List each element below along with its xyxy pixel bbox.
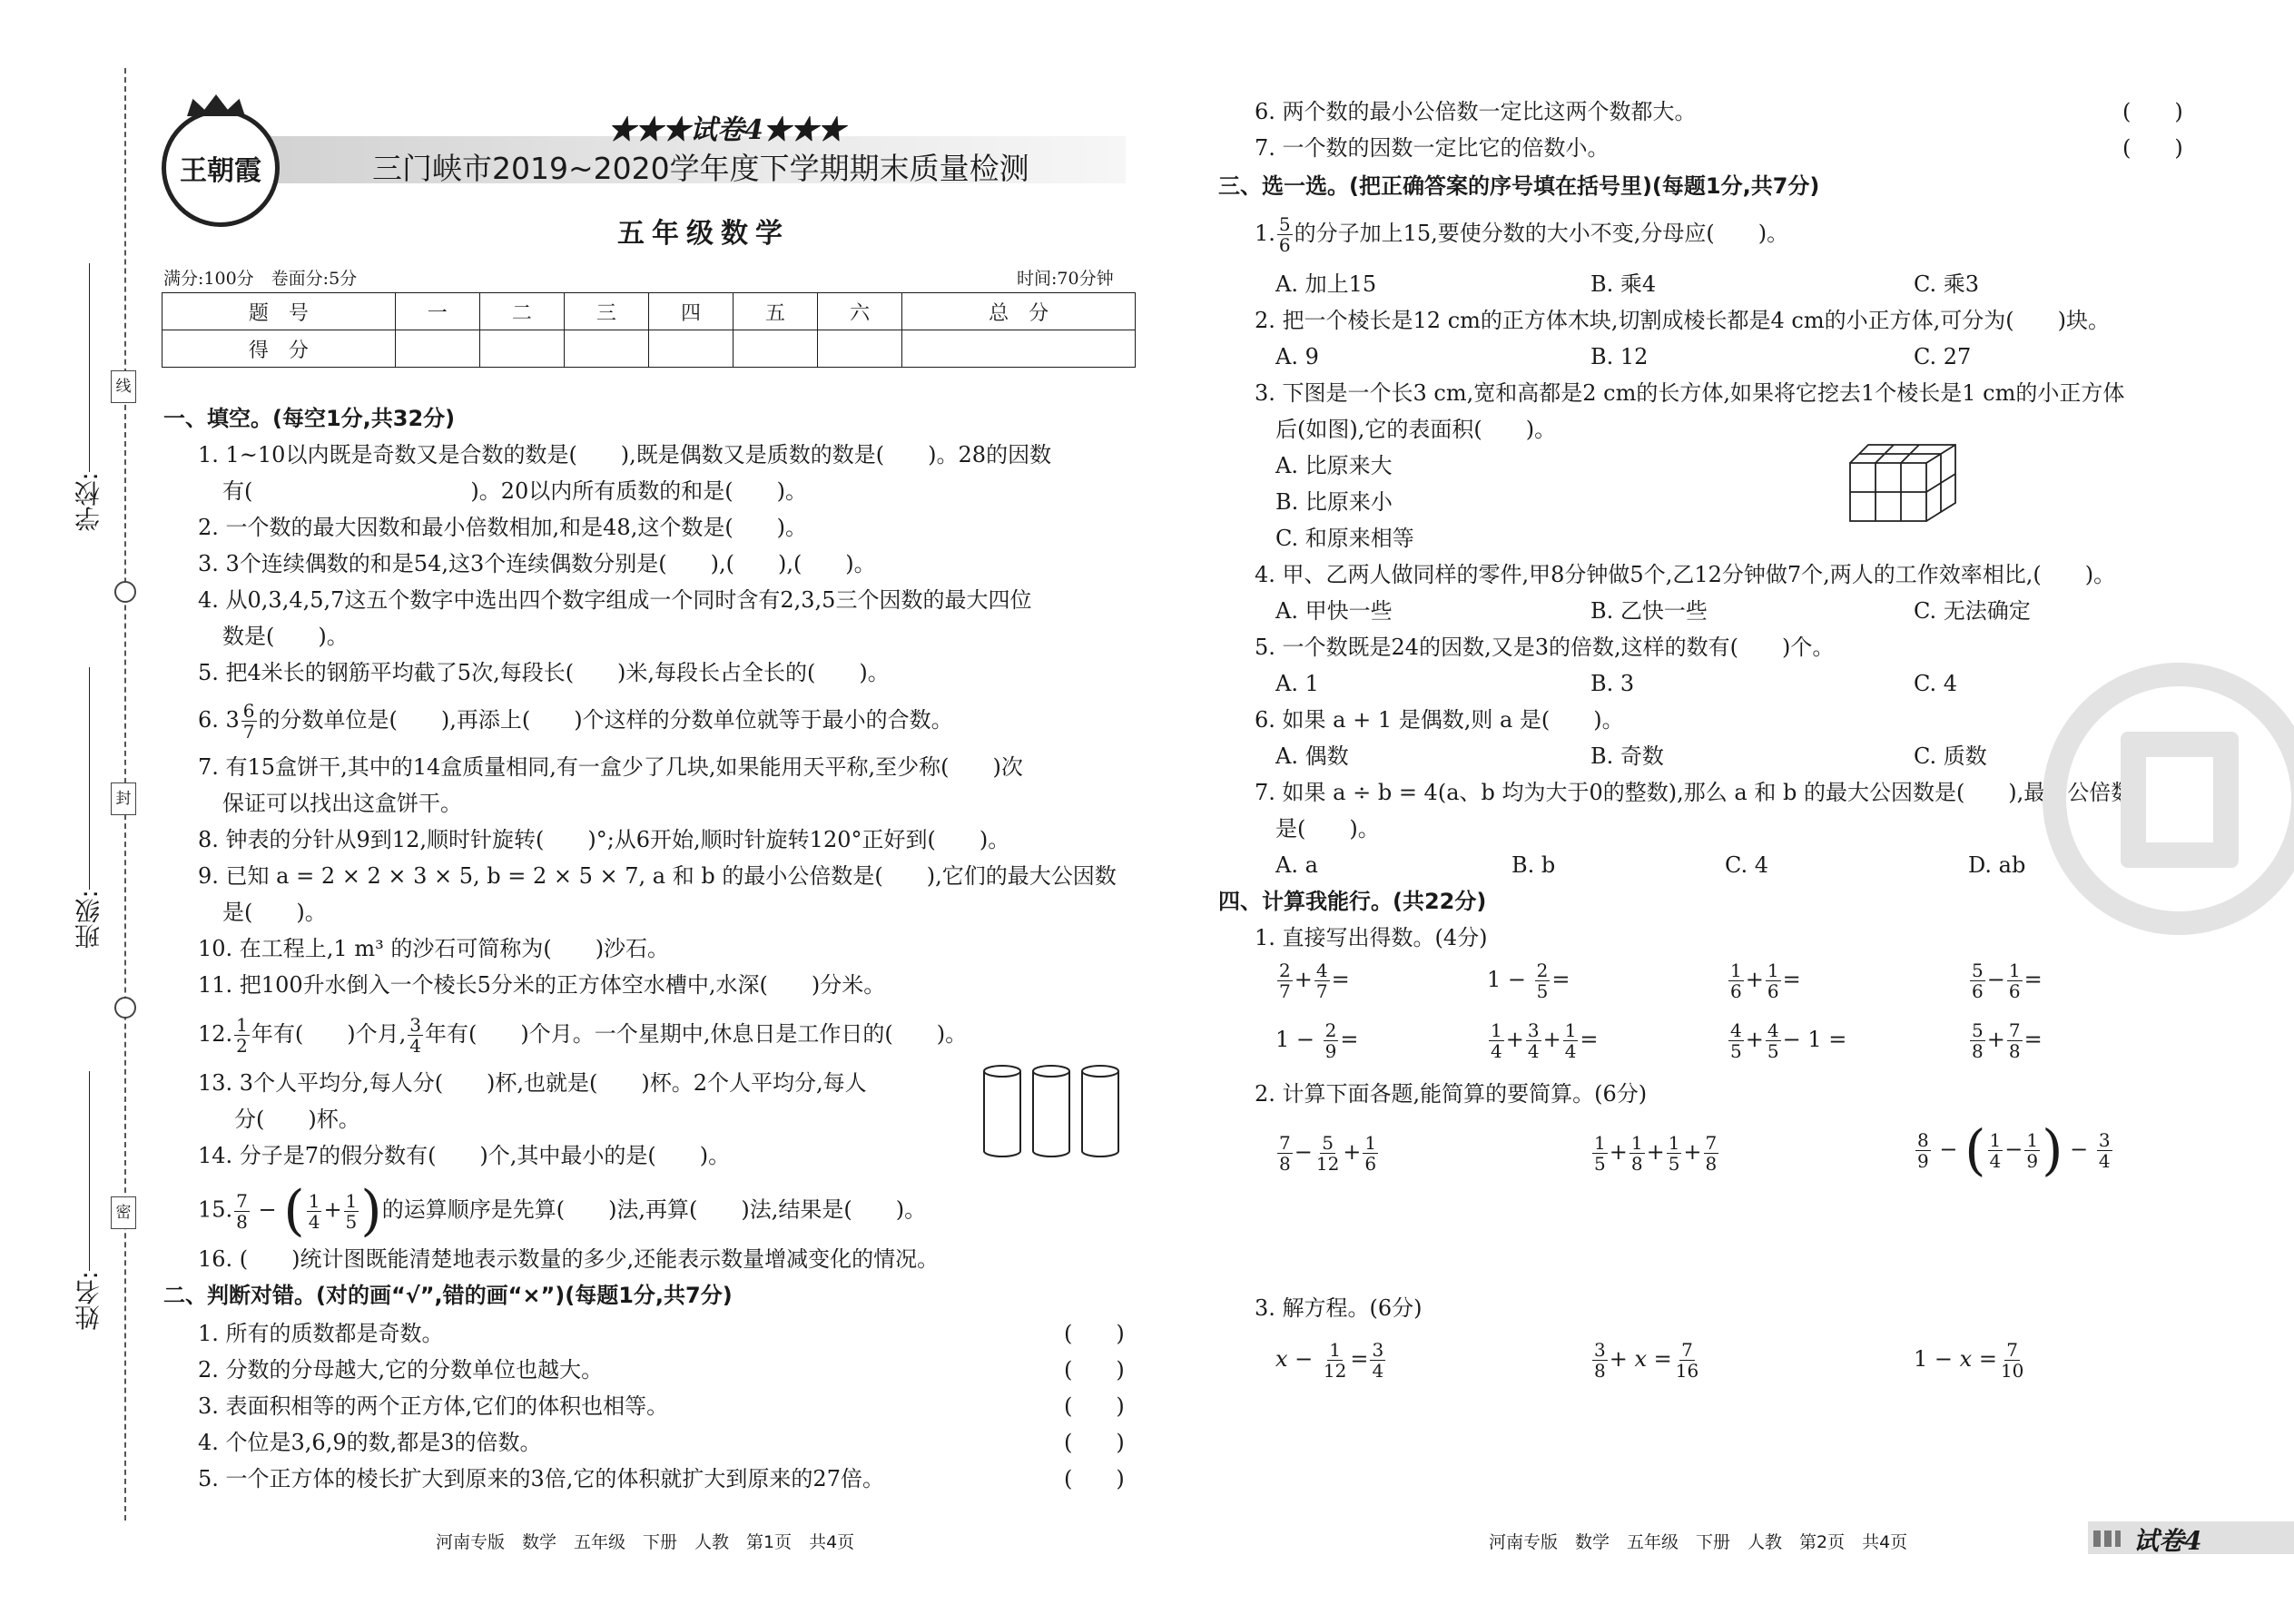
- binding-dot-icon: [114, 581, 136, 603]
- choice-q4: 4. 甲、乙两人做同样的零件,甲8分钟做5个,乙12分钟做7个,两人的工作效率相比,( )。: [1255, 562, 2116, 587]
- s1-line: 分( )杯。: [234, 1107, 360, 1132]
- calc-expr: $\frac{5}{6}$ − $\frac{1}{6}$ =: [1972, 960, 2043, 1002]
- s1-line: 1. 1~10以内既是奇数又是合数的数是( ),既是偶数又是质数的数是( )。28的因数: [198, 442, 1052, 468]
- footer-right: 河南专版 数学 五年级 下册 人教 第2页 共4页: [1489, 1532, 1908, 1552]
- choice-q2: 2. 把一个棱长是12 cm的正方体木块,切割成棱长都是4 cm的小正方体,可分为( )块。: [1255, 308, 2110, 333]
- footer-left: 河南专版 数学 五年级 下册 人教 第1页 共4页: [436, 1532, 855, 1552]
- s1-line: 有( )。20以内所有质数的和是( )。: [222, 478, 807, 504]
- fraction: $\frac{1}{5}$: [345, 1189, 358, 1233]
- s1-line: 4. 从0,3,4,5,7这五个数字中选出四个数字组成一个同时含有2,3,5三个因数的最大四位: [198, 587, 1032, 613]
- table-cell: 一: [395, 293, 479, 330]
- time-info: 时间:70分钟: [1017, 269, 1114, 289]
- table-cell: 六: [818, 293, 902, 330]
- s1-q12: 12. $\frac{1}{2}$ 年有( )个月, $\frac{3}{4}$ 年有( )个月。一个星期中,休息日是工作日的( )。: [198, 1014, 968, 1057]
- exam-number-title: ★★★试卷4★★★: [608, 114, 845, 146]
- s1-line: 16. ( )统计图既能清楚地表示数量的多少,还能表示数量增减变化的情况。: [198, 1246, 940, 1272]
- table-cell: 总 分: [902, 293, 1136, 330]
- option[interactable]: A. 1: [1275, 671, 1319, 696]
- fraction: $\frac{3}{4}$: [409, 1014, 421, 1057]
- calc-expr: $\frac{5}{8}$ + $\frac{7}{8}$ =: [1972, 1019, 2043, 1062]
- calc-expr: $\frac{2}{7}$ + $\frac{4}{7}$ =: [1279, 960, 1350, 1002]
- option[interactable]: C. 质数: [1914, 743, 1987, 769]
- s1-line: 是( )。: [222, 900, 327, 925]
- judge-item-6: 6. 两个数的最小公倍数一定比这两个数都大。: [1255, 99, 1697, 124]
- option[interactable]: C. 4: [1914, 671, 1958, 696]
- option[interactable]: A. 加上15: [1275, 271, 1377, 297]
- score-entry-cell[interactable]: [902, 330, 1136, 368]
- answer-paren[interactable]: ( ): [1064, 1357, 1125, 1383]
- crown-icon: [187, 94, 245, 116]
- binding-mark-xian: 线: [111, 370, 136, 403]
- name-label: 姓名:: [74, 1271, 103, 1331]
- option[interactable]: D. ab: [1968, 852, 2026, 878]
- answer-paren[interactable]: ( ): [1064, 1321, 1125, 1346]
- calc-expr: $\frac{1}{5}$ + $\frac{1}{8}$ + $\frac{1}{5}$ + $\frac{7}{8}$: [1594, 1132, 1718, 1175]
- option[interactable]: C. 和原来相等: [1275, 526, 1414, 551]
- table-cell: 三: [564, 293, 648, 330]
- subject-title: 五年级数学: [617, 218, 790, 250]
- s1-line: 保证可以找出这盒饼干。: [222, 791, 462, 816]
- option[interactable]: B. 比原来小: [1275, 489, 1393, 515]
- fraction: $\frac{7}{8}$: [236, 1189, 248, 1233]
- score-entry-cell[interactable]: [818, 330, 902, 368]
- fraction: $\frac{1}{2}$: [236, 1014, 248, 1057]
- name-field[interactable]: [89, 1071, 90, 1271]
- judge-item-3: 3. 表面积相等的两个正方体,它们的体积也相等。: [198, 1393, 669, 1419]
- judge-item-5: 5. 一个正方体的棱长扩大到原来的3倍,它的体积就扩大到原来的27倍。: [198, 1466, 884, 1491]
- score-entry-cell[interactable]: [648, 330, 733, 368]
- calc-sub3: 3. 解方程。(6分): [1255, 1295, 1423, 1321]
- judge-item-1: 1. 所有的质数都是奇数。: [198, 1321, 444, 1346]
- answer-paren[interactable]: ( ): [1064, 1393, 1125, 1419]
- option[interactable]: B. 乘4: [1590, 271, 1657, 297]
- footer-tag-squares-icon: [2093, 1530, 2121, 1547]
- table-cell: 四: [648, 293, 733, 330]
- class-label: 班级:: [74, 890, 103, 950]
- footer-tag: 试卷4: [2133, 1526, 2202, 1556]
- answer-paren[interactable]: ( ): [1064, 1430, 1125, 1455]
- equation: x − $\frac{1}{12}$ = $\frac{3}{4}$: [1275, 1339, 1384, 1382]
- choice-q7: 7. 如果 a ÷ b = 4(a、b 均为大于0的整数),那么 a 和 b 的最大公因数是( ),最小公倍数: [1255, 780, 2133, 805]
- score-table-header-row: [162, 293, 1136, 330]
- option[interactable]: B. 奇数: [1590, 743, 1664, 769]
- calc-expr: $\frac{8}{9}$ − ( $\frac{1}{4}$ − $\frac{1}{9}$ ) − $\frac{3}{4}$: [1917, 1118, 2111, 1183]
- judge-item-7: 7. 一个数的因数一定比它的倍数小。: [1255, 135, 1610, 161]
- option[interactable]: A. 9: [1275, 344, 1319, 369]
- score-entry-cell[interactable]: [733, 330, 818, 368]
- class-field[interactable]: [89, 667, 90, 890]
- calc-expr: $\frac{1}{4}$ + $\frac{3}{4}$ + $\frac{1}{4}$ =: [1491, 1019, 1599, 1062]
- s1-line: 数是( )。: [222, 624, 349, 649]
- equation: $\frac{3}{8}$ + x = $\frac{7}{16}$: [1594, 1339, 1699, 1382]
- s1-line: 11. 把100升水倒入一个棱长5分米的正方体空水槽中,水深( )分米。: [198, 972, 886, 998]
- s1-line: 2. 一个数的最大因数和最小倍数相加,和是48,这个数是( )。: [198, 515, 808, 540]
- choice-q6: 6. 如果 a + 1 是偶数,则 a 是( )。: [1255, 707, 1624, 733]
- school-field[interactable]: [89, 263, 90, 472]
- s1-line: 8. 钟表的分针从9到12,顺时针旋转( )°;从6开始,顺时针旋转120°正好到( )。: [198, 827, 1010, 852]
- answer-paren[interactable]: ( ): [2122, 99, 2183, 124]
- watermark-seal-icon: [2043, 663, 2294, 935]
- score-info: 满分:100分 卷面分:5分: [163, 269, 358, 289]
- calc-sub2: 2. 计算下面各题,能简算的要简算。(6分): [1255, 1081, 1648, 1107]
- choice-q3: 3. 下图是一个长3 cm,宽和高都是2 cm的长方体,如果将它挖去1个棱长是1 cm的小正方体: [1255, 380, 2125, 406]
- score-entry-cell[interactable]: [479, 330, 564, 368]
- answer-paren[interactable]: ( ): [2122, 135, 2183, 161]
- option[interactable]: B. 12: [1590, 344, 1649, 369]
- calc-expr: $\frac{1}{6}$ + $\frac{1}{6}$ =: [1730, 960, 1801, 1002]
- binding-mark-mi: 密: [111, 1196, 136, 1229]
- choice-q1: 1. $\frac{5}{6}$ 的分子加上15,要使分数的大小不变,分母应( )。: [1255, 213, 1789, 256]
- section3-title: 三、选一选。(把正确答案的序号填在括号里)(每题1分,共7分): [1218, 173, 1820, 199]
- s1-line: 9. 已知 a = 2 × 2 × 3 × 5, b = 2 × 5 × 7, a 和 b 的最小公倍数是( ),它们的最大公因数: [198, 863, 1117, 889]
- binding-dot-icon: [114, 997, 136, 1019]
- school-label: 学校:: [74, 472, 103, 532]
- calc-expr: $\frac{4}{5}$ + $\frac{4}{5}$ − 1 =: [1730, 1019, 1847, 1062]
- table-cell: 二: [479, 293, 564, 330]
- calc-expr: 1 − $\frac{2}{9}$ =: [1275, 1019, 1359, 1062]
- s1-line: 13. 3个人平均分,每人分( )杯,也就是( )杯。2个人平均分,每人: [198, 1070, 867, 1096]
- section1-title: 一、填空。(每空1分,共32分): [163, 406, 456, 431]
- judge-item-2: 2. 分数的分母越大,它的分数单位也越大。: [198, 1357, 604, 1383]
- logo-seal: [162, 109, 280, 227]
- option[interactable]: A. a: [1275, 852, 1318, 878]
- calc-expr: 1 − $\frac{2}{5}$ =: [1487, 960, 1570, 1002]
- section2-title: 二、判断对错。(对的画“√”,错的画“×”)(每题1分,共7分): [163, 1283, 733, 1308]
- calc-expr: $\frac{7}{8}$ − $\frac{5}{12}$ + $\frac{1}{6}$: [1279, 1132, 1377, 1175]
- option[interactable]: C. 乘3: [1914, 271, 1980, 297]
- score-entry-cell[interactable]: [395, 330, 479, 368]
- option[interactable]: A. 甲快一些: [1275, 598, 1393, 624]
- fraction: $\frac{6}{7}$: [242, 700, 255, 743]
- option[interactable]: C. 无法确定: [1914, 598, 2031, 624]
- fraction: $\frac{1}{4}$: [308, 1189, 320, 1233]
- score-entry-cell[interactable]: [564, 330, 648, 368]
- logo-text: 王朝霞: [180, 155, 261, 187]
- s1-line: 10. 在工程上,1 m³ 的沙石可简称为( )沙石。: [198, 936, 670, 961]
- option[interactable]: C. 4: [1725, 852, 1769, 878]
- section4-title: 四、计算我能行。(共22分): [1218, 889, 1487, 914]
- option[interactable]: B. 乙快一些: [1590, 598, 1708, 624]
- score-table: [162, 292, 1136, 368]
- s1-q15: 15. $\frac{7}{8}$ − ( $\frac{1}{4}$ + $\frac{1}{5}$ )的运算顺序是先算( )法,再算( )法,结果是( )。: [198, 1179, 927, 1243]
- cuboid-figure: [1848, 441, 1959, 523]
- choice-q5: 5. 一个数既是24的因数,又是3的倍数,这样的数有( )个。: [1255, 635, 1835, 660]
- choice-q7-cont: 是( )。: [1275, 816, 1380, 842]
- option[interactable]: B. b: [1511, 852, 1556, 878]
- option[interactable]: B. 3: [1590, 671, 1635, 696]
- main-title: 三门峡市2019~2020学年度下学期期末质量检测: [372, 151, 1029, 186]
- table-cell: 得 分: [162, 330, 396, 368]
- option[interactable]: C. 27: [1914, 344, 1972, 369]
- judge-item-4: 4. 个位是3,6,9的数,都是3的倍数。: [198, 1430, 542, 1455]
- s1-line: 5. 把4米长的钢筋平均截了5次,每段长( )米,每段长占全长的( )。: [198, 660, 890, 685]
- score-table-score-row: [162, 330, 1136, 368]
- table-cell: 题 号: [162, 293, 396, 330]
- option[interactable]: A. 偶数: [1275, 743, 1349, 769]
- equation: 1 − x = $\frac{7}{10}$: [1914, 1339, 2024, 1382]
- fraction: $\frac{5}{6}$: [1278, 213, 1291, 256]
- answer-paren[interactable]: ( ): [1064, 1466, 1125, 1491]
- s1-line: 14. 分子是7的假分数有( )个,其中最小的是( )。: [198, 1143, 731, 1168]
- s1-line: 3. 3个连续偶数的和是54,这3个连续偶数分别是( ),( ),( )。: [198, 551, 876, 576]
- s1-q6: 6. 3 $\frac{6}{7}$ 的分数单位是( ),再添上( )个这样的分数单位就等于最小的合数。: [198, 700, 953, 743]
- option[interactable]: A. 比原来大: [1275, 453, 1393, 478]
- table-cell: 五: [733, 293, 818, 330]
- s1-line: 7. 有15盒饼干,其中的14盒质量相同,有一盒少了几块,如果能用天平称,至少称( )次: [198, 754, 1023, 780]
- choice-q3-cont: 后(如图),它的表面积( )。: [1275, 417, 1557, 442]
- binding-mark-feng: 封: [111, 782, 136, 815]
- calc-sub1: 1. 直接写出得数。(4分): [1255, 925, 1488, 950]
- cups-figure: [980, 1062, 1126, 1162]
